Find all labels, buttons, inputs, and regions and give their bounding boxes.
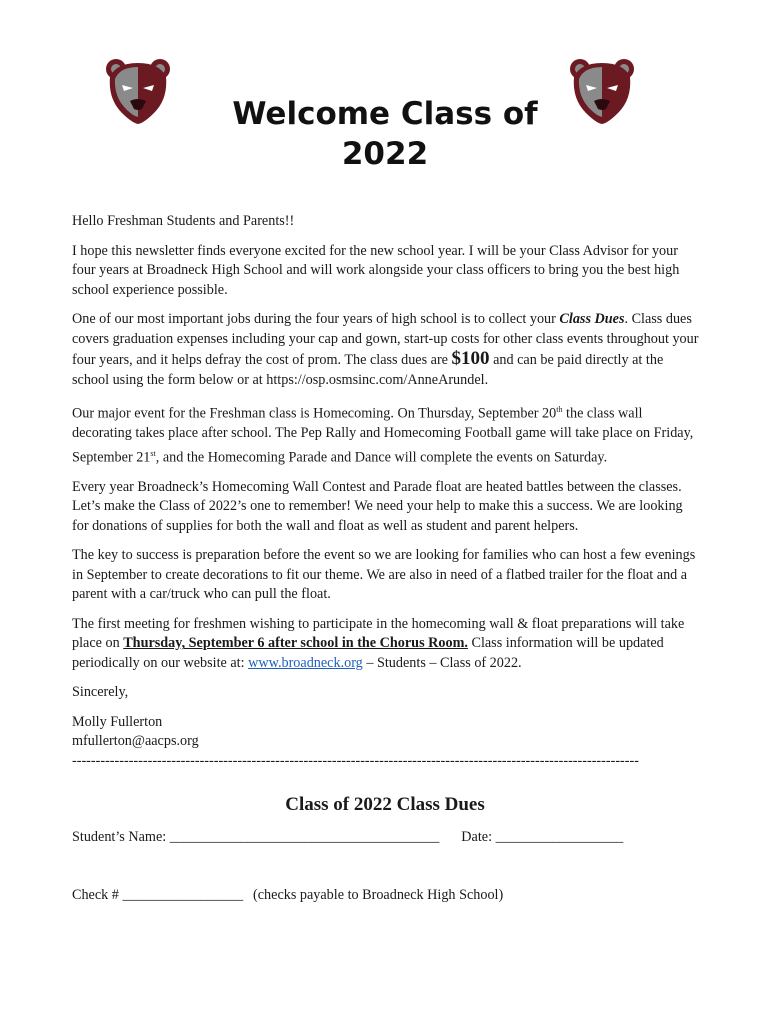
signature-name: Molly Fullerton <box>72 713 163 730</box>
meeting-details: Thursday, September 6 after school in the Chorus Room. <box>123 635 468 652</box>
text: Our major event for the Freshman class is Homecoming. On Thursday, September 20 <box>72 405 557 422</box>
paragraph-wall-contest: Every year Broadneck’s Homecoming Wall Contest and Parade float are heated battles between the classes. Let’s make the Class of 2022’s one to remember! We need your help to make this a success. We are looking for donations of supplies for both the wall and float as well as student and parent helpers. <box>72 478 683 534</box>
title-line-2: 2022 <box>341 136 429 172</box>
bear-mascot-icon <box>102 55 174 127</box>
check-row <box>72 887 503 904</box>
student-name-row <box>72 829 623 846</box>
bear-mascot-icon <box>566 55 638 127</box>
paragraph-first-meeting <box>72 615 702 674</box>
check-label: Check # <box>72 887 123 903</box>
text: . Class dues covers graduation expenses including your cap and gown, start-up costs for other class events throughout your four years, and it helps defray the cost of prom. The class dues are <box>72 311 699 368</box>
student-name-field[interactable]: ______________________________________ <box>169 829 440 845</box>
paragraph-homecoming <box>72 400 702 468</box>
dues-form-title: Class of 2022 Class Dues <box>285 794 485 815</box>
paragraph-class-dues <box>72 310 702 390</box>
ordinal-suffix: st <box>150 448 156 458</box>
title-line-1: Welcome Class of <box>232 96 538 132</box>
class-dues-emphasis: Class Dues <box>559 311 625 327</box>
cut-line-divider: ------------------------------------------------------------------------------------------------------------------------ <box>72 752 639 769</box>
paragraph-intro: I hope this newsletter finds everyone excited for the new school year. I will be your Class Advisor for your four years at Broadneck High School and will work alongside your class officers to bring you the best high school experience possible. <box>72 242 680 298</box>
text: The first meeting for freshmen wishing to participate in the homecoming wall & float preparations will take place on <box>72 615 685 652</box>
student-name-label: Student’s Name: <box>72 829 170 845</box>
check-note: (checks payable to Broadneck High School) <box>253 887 504 903</box>
website-link[interactable]: www.broadneck.org <box>248 654 363 671</box>
paragraph-preparation: The key to success is preparation before the event so we are looking for families who can host a few evenings in September to create decorations to fit our theme. We are also in need of a flatbed trailer for the float and a parent with a car/truck who can pull the float. <box>72 547 696 603</box>
letter-body <box>72 212 702 781</box>
dues-amount: $100 <box>451 348 490 369</box>
text: One of our most important jobs during the four years of high school is to collect your <box>72 311 560 327</box>
text: the class wall decorating takes place after school. The Pep Rally and Homecoming Football game will take place on Friday, September 21 <box>72 405 694 466</box>
date-label: Date: <box>461 829 496 845</box>
text: Class information will be updated periodically on our website at: <box>72 635 664 671</box>
greeting: Hello Freshman Students and Parents!! <box>72 213 295 229</box>
text: , and the Homecoming Parade and Dance will complete the events on Saturday. <box>155 449 608 466</box>
signature-email: mfullerton@aacps.org <box>72 733 199 750</box>
date-field[interactable]: __________________ <box>495 829 624 845</box>
closing: Sincerely, <box>72 684 129 701</box>
text: and can be paid directly at the school using the form below or at https://osp.osmsinc.com/AnneArundel. <box>72 352 664 388</box>
check-number-field[interactable]: _________________ <box>122 887 244 903</box>
ordinal-suffix: th <box>556 405 563 414</box>
text: – Students – Class of 2022. <box>362 654 522 671</box>
page-title <box>200 94 570 174</box>
